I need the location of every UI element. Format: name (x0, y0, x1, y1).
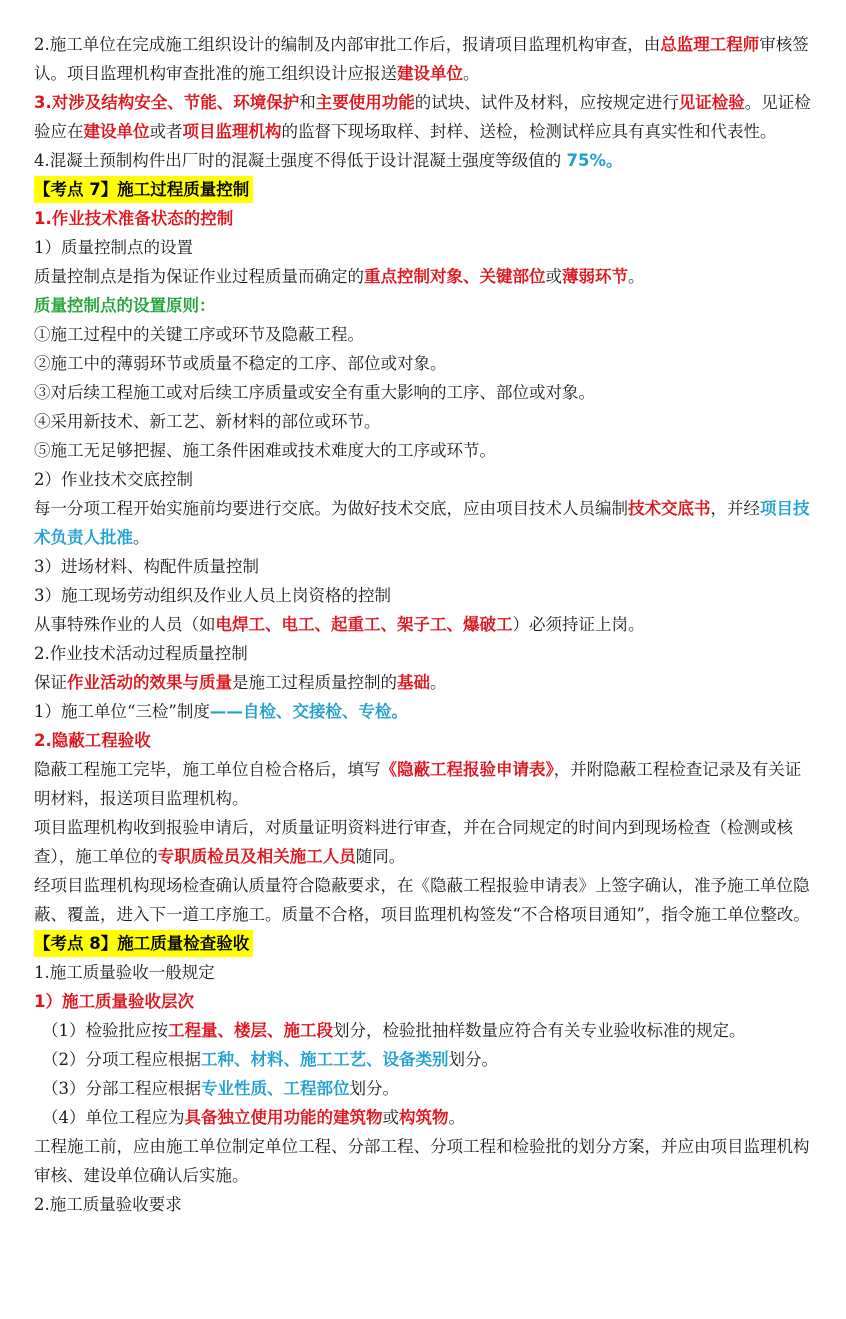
text-line (34, 1132, 816, 1190)
section-heading: 【考点 8】施工质量检查验收 (34, 930, 253, 957)
section-heading: 【考点 7】施工过程质量控制 (34, 176, 253, 203)
body-text: 和 (299, 93, 316, 112)
text-line (34, 291, 816, 320)
text-line (34, 581, 816, 610)
emphasis-text: 《隐蔽工程报验申请表》 (380, 760, 554, 779)
text-line (34, 436, 816, 465)
text-line (34, 146, 816, 175)
text-line (34, 726, 816, 755)
text-line (34, 639, 816, 668)
body-text: 1.施工质量验收一般规定 (34, 963, 215, 982)
body-text: 工程施工前，应由施工单位制定单位工程、分部工程、分项工程和检验批的划分方案，并应由项目监理机构审核、建设单位确认后实施。 (34, 1137, 810, 1185)
emphasis-text: 构筑物 (399, 1108, 449, 1127)
emphasis-text: 75% (566, 151, 606, 170)
emphasis-text: 见证检验 (678, 93, 745, 112)
text-line (34, 987, 816, 1016)
text-line (34, 1045, 816, 1074)
emphasis-text: 专业性质、工程部位 (201, 1079, 350, 1098)
body-text: ，并经 (710, 499, 760, 518)
body-text: 是施工过程质量控制的 (232, 673, 397, 692)
text-line (34, 233, 816, 262)
body-text: 2.作业技术活动过程质量控制 (34, 644, 248, 663)
emphasis-text: 技术交底书 (628, 499, 711, 518)
body-text: （4）单位工程应为 (42, 1108, 185, 1127)
emphasis-text: 2.隐蔽工程验收 (34, 731, 151, 750)
body-text: 。 (448, 1108, 465, 1127)
text-line (34, 1103, 816, 1132)
text-line (34, 465, 816, 494)
body-text: 4.混凝土预制构件出厂时的混凝土强度不得低于设计混凝土强度等级值的 (34, 151, 567, 170)
emphasis-text: 1.作业技术准备状态的控制 (34, 209, 234, 228)
text-line (34, 1190, 816, 1219)
text-line (34, 349, 816, 378)
text-line (34, 813, 816, 871)
emphasis-text: 3.对涉及结构安全、节能、环境保护 (34, 93, 300, 112)
body-text: 从事特殊作业的人员（如 (34, 615, 216, 634)
body-text: ④采用新技术、新工艺、新材料的部位或环节。 (34, 412, 381, 431)
body-text: 质量控制点是指为保证作业过程质量而确定的 (34, 267, 364, 286)
text-line (34, 552, 816, 581)
body-text: 每一分项工程开始实施前均要进行交底。为做好技术交底，应由项目技术人员编制 (34, 499, 628, 518)
emphasis-text: 专职质检员及相关施工人员 (157, 847, 356, 866)
body-text: ①施工过程中的关键工序或环节及隐蔽工程。 (34, 325, 364, 344)
emphasis-text: 质量控制点的设置原则： (34, 296, 216, 315)
body-text: 隐蔽工程施工完毕，施工单位自检合格后，填写 (34, 760, 381, 779)
body-text: 2.施工质量验收要求 (34, 1195, 182, 1214)
emphasis-text: 。 (606, 151, 623, 170)
body-text: 的监督下现场取样、封样、送检，检测试样应具有真实性和代表性。 (281, 122, 777, 141)
emphasis-text: 工程量、楼层、施工段 (168, 1021, 333, 1040)
text-line (34, 929, 816, 958)
body-text: ）必须持证上岗。 (512, 615, 645, 634)
emphasis-text: 重点控制对象、关键部位 (364, 267, 546, 286)
body-text: 审核签认。项目监理机构审查批准的施工组织设计应报送 (34, 35, 809, 83)
body-text: 。 (430, 673, 447, 692)
emphasis-text: 项目监理机构 (182, 122, 282, 141)
text-line (34, 320, 816, 349)
body-text: 经项目监理机构现场检查确认质量符合隐蔽要求，在《隐蔽工程报验申请表》上签字确认，准予施工单位隐蔽、覆盖，进入下一道工序施工。质量不合格，项目监理机构签发“不合格项目通知”，指令施工单位整改。 (34, 876, 810, 924)
body-text: 或者 (149, 122, 183, 141)
body-text: 1）施工单位“三检”制度 (34, 702, 210, 721)
text-line (34, 958, 816, 987)
body-text: 。 (628, 267, 645, 286)
body-text: 或 (545, 267, 562, 286)
emphasis-text: ——自检、交接检、专检。 (209, 702, 408, 721)
body-text: 。 (463, 64, 480, 83)
body-text: 或 (382, 1108, 399, 1127)
body-text: 随同。 (355, 847, 406, 866)
body-text: 划分。 (448, 1050, 498, 1069)
text-line (34, 175, 816, 204)
emphasis-text: 主要使用功能 (315, 93, 415, 112)
body-text: 划分，检验批抽样数量应符合有关专业验收标准的规定。 (333, 1021, 746, 1040)
emphasis-text: 电焊工、电工、起重工、架子工、爆破工 (215, 615, 513, 634)
emphasis-text: 具备独立使用功能的建筑物 (184, 1108, 383, 1127)
body-text: ③对后续工程施工或对后续工序质量或安全有重大影响的工序、部位或对象。 (34, 383, 595, 402)
text-line (34, 407, 816, 436)
text-line (34, 668, 816, 697)
text-line (34, 262, 816, 291)
text-line (34, 610, 816, 639)
body-text: 2.施工单位在完成施工组织设计的编制及内部审批工作后，报请项目监理机构审查，由 (34, 35, 661, 54)
text-line (34, 30, 816, 88)
emphasis-text: 建设单位 (397, 64, 463, 83)
body-text: 项目监理机构收到报验申请后，对质量证明资料进行审查，并在合同规定的时间内到现场检查（检测或核查），施工单位的 (34, 818, 793, 866)
emphasis-text: 项目技术负责人批准 (34, 499, 810, 547)
body-text: （3）分部工程应根据 (42, 1079, 201, 1098)
text-line (34, 755, 816, 813)
body-text: 1）质量控制点的设置 (34, 238, 193, 257)
text-line (34, 204, 816, 233)
body-text: ②施工中的薄弱环节或质量不稳定的工序、部位或对象。 (34, 354, 447, 373)
body-text: 的试块、试件及材料，应按规定进行 (414, 93, 679, 112)
body-text: 划分。 (349, 1079, 399, 1098)
body-text: 保证 (34, 673, 67, 692)
emphasis-text: 薄弱环节 (562, 267, 628, 286)
emphasis-text: 建设单位 (83, 122, 150, 141)
body-text: （1）检验批应按 (42, 1021, 168, 1040)
text-line (34, 871, 816, 929)
body-text: ⑤施工无足够把握、施工条件困难或技术难度大的工序或环节。 (34, 441, 496, 460)
body-text: 2）作业技术交底控制 (34, 470, 193, 489)
body-text: 。 (133, 528, 150, 547)
body-text: 。见证检验应在 (34, 93, 811, 141)
text-line (34, 494, 816, 552)
emphasis-text: 作业活动的效果与质量 (67, 673, 232, 692)
emphasis-text: 1）施工质量验收层次 (34, 992, 194, 1011)
emphasis-text: 总监理工程师 (660, 35, 760, 54)
text-line (34, 1074, 816, 1103)
text-line (34, 378, 816, 407)
text-line (34, 697, 816, 726)
body-text: 3）进场材料、构配件质量控制 (34, 557, 259, 576)
body-text: ，并附隐蔽工程检查记录及有关证明材料，报送项目监理机构。 (34, 760, 802, 808)
body-text: （2）分项工程应根据 (42, 1050, 201, 1069)
body-text: 3）施工现场劳动组织及作业人员上岗资格的控制 (34, 586, 391, 605)
emphasis-text: 工种、材料、施工工艺、设备类别 (201, 1050, 449, 1069)
emphasis-text: 基础 (397, 673, 430, 692)
text-line (34, 88, 816, 146)
text-line (34, 1016, 816, 1045)
